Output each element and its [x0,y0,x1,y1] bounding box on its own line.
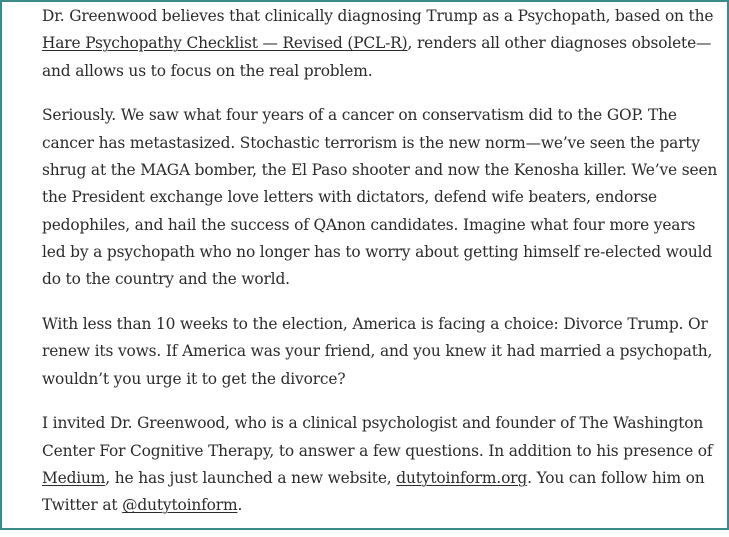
paragraph-4-text-start: I invited Dr. Greenwood, who is a clinical psychologist and founder of The Washington Center For Cognitive Therapy, to answer a few questions. In addition to his presence of [42,414,713,460]
medium-link[interactable]: Medium [42,468,106,487]
twitter-handle-link[interactable]: @dutytoinform [122,496,238,515]
pcl-r-link[interactable]: Hare Psychopathy Checklist — Revised (PCL-R) [42,34,408,53]
website-link[interactable]: dutytoinform.org [396,468,528,487]
paragraph-2: Seriously. We saw what four years of a cancer on conservatism did to the GOP. The cancer has metastasized. Stochastic terrorism is the new norm—we’ve seen the party shrug at the MAGA bomber, the El Paso shooter and now the Kenosha killer. We’ve seen the President exchange love letters with dictators, defend wife beaters, endorse pedophiles, and hail the success of QAnon candidates. Imagine what four more years led by a psychopath who no longer has to worry about getting himself re-elected would do to the country and the world. [42,106,718,289]
paragraph-4 [42,410,722,519]
paragraph-4-text-end: . [237,496,243,515]
paragraph-1-text-end: , renders all other diagnoses obsolete—and allows us to focus on the real problem. [42,34,712,80]
paragraph-3: With less than 10 weeks to the election, America is facing a choice: Divorce Trump. Or renew its vows. If America was your friend, and you knew it had married a psychopath, wouldn’t you urge it to get the divorce? [42,314,713,388]
article-body [42,3,722,537]
paragraph-4-text-mid: , he has just launched a new website, [105,468,397,487]
paragraph-1-text-start: Dr. Greenwood believes that clinically diagnosing Trump as a Psychopath, based on the [42,7,714,25]
paragraph-4-text-twitter: . You can follow him on Twitter at [42,468,705,515]
paragraph-1 [42,3,722,85]
